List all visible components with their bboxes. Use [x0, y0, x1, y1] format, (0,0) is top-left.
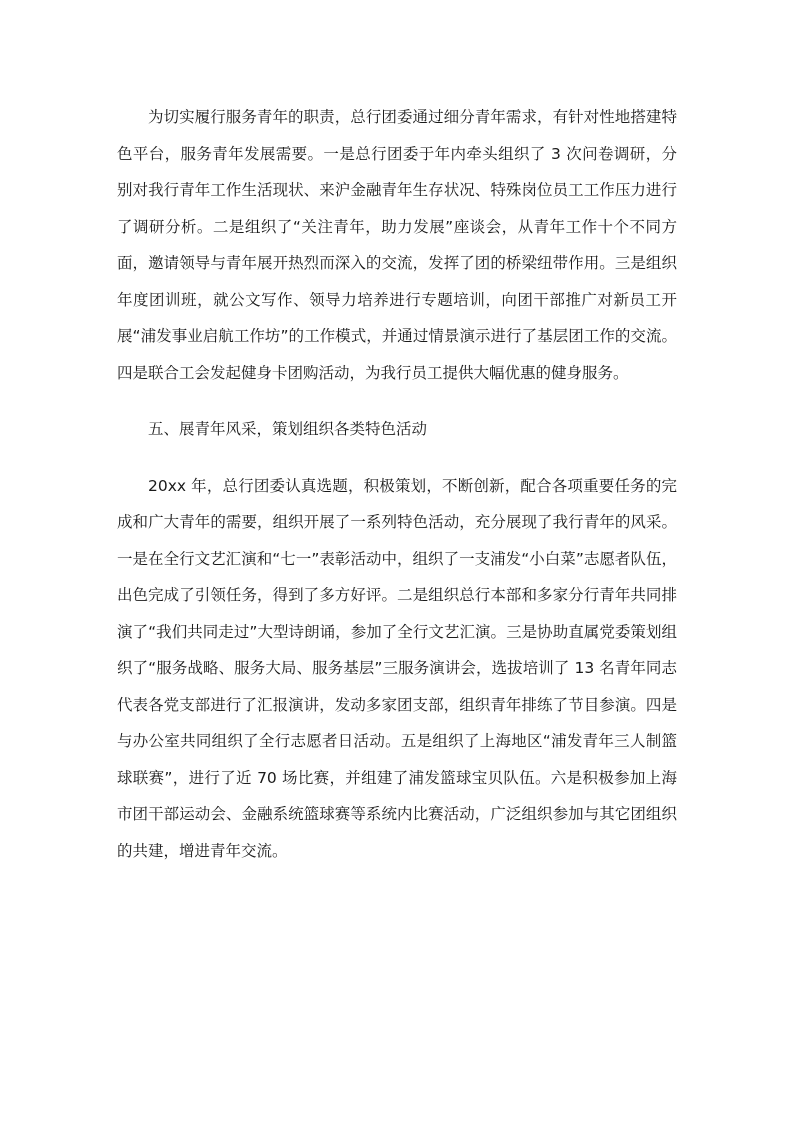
section-heading-five: 五、展青年风采，策划组织各类特色活动 — [148, 420, 428, 438]
paragraph-youth-services: 为切实履行服务青年的职责，总行团委通过细分青年需求，有针对性地搭建特色平台，服务青年发展需要。一是总行团委于年内牵头组织了 3 次问卷调研，分别对我行青年工作生活现状、来沪金融青年生存状况、特殊岗位员工工作压力进行了调研分析。二是组织了“关注青年，助力发展”座谈会，从青年工作十个不同方面，邀请领导与青年展开热烈而深入的交流，发挥了团的桥梁纽带作用。三是组织年度团训班，就公文写作、领导力培养进行专题培训，向团干部推广对新员工开展“浦发事业启航工作坊”的工作模式，并通过情景演示进行了基层团工作的交流。四是联合工会发起健身卡团购活动，为我行员工提供大幅优惠的健身服务。 — [117, 108, 677, 382]
document-body — [117, 99, 677, 869]
paragraph-gap — [117, 391, 677, 411]
paragraph-gap — [117, 448, 677, 468]
paragraph-featured-activities: 20xx 年，总行团委认真选题，积极策划，不断创新，配合各项重要任务的完成和广大青年的需要，组织开展了一系列特色活动，充分展现了我行青年的风采。一是在全行文艺汇演和“七一”表彰活动中，组织了一支浦发“小白菜”志愿者队伍，出色完成了引领任务，得到了多方好评。二是组织总行本部和多家分行青年共同排演了“我们共同走过”大型诗朗诵，参加了全行文艺汇演。三是协助直属党委策划组织了“服务战略、服务大局、服务基层”三服务演讲会，选拔培训了 13 名青年同志代表各党支部进行了汇报演讲，发动多家团支部，组织青年排练了节目参演。四是与办公室共同组织了全行志愿者日活动。五是组织了上海地区“浦发青年三人制篮球联赛”，进行了近 70 场比赛，并组建了浦发篮球宝贝队伍。六是积极参加上海市团干部运动会、金融系统篮球赛等系统内比赛活动，广泛组织参加与其它团组织的共建，增进青年交流。 — [117, 476, 677, 860]
